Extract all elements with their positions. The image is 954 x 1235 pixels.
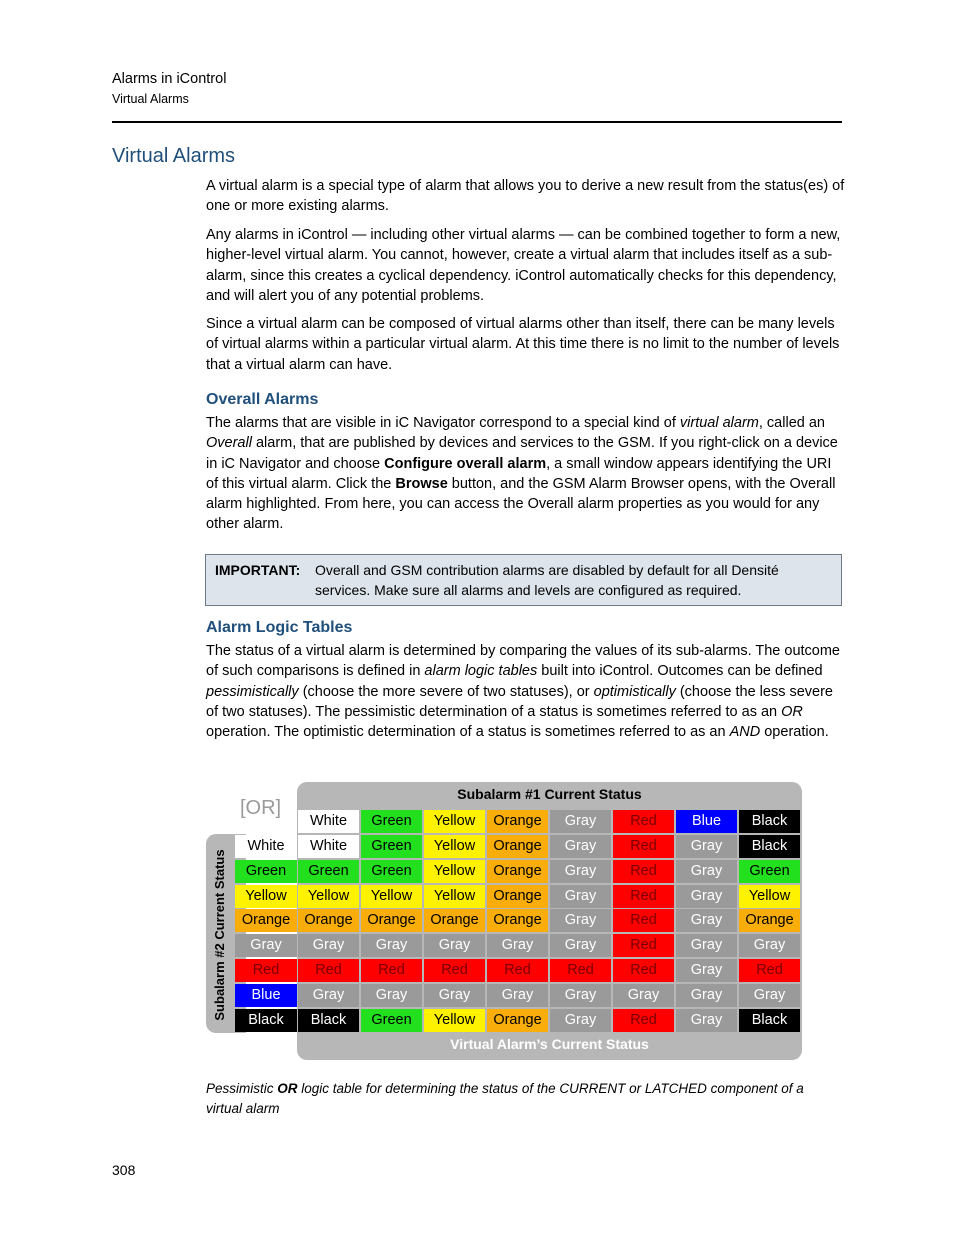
table-cell: Red — [424, 959, 485, 982]
table-cell: Orange — [487, 909, 548, 932]
table-cell: Yellow — [424, 885, 485, 908]
column-header-green: Green — [361, 810, 422, 833]
table-cell: Gray — [676, 959, 737, 982]
table-cell: Gray — [676, 934, 737, 957]
table-cell: Gray — [613, 984, 674, 1007]
header-rule — [112, 121, 842, 123]
table-cell: Red — [613, 885, 674, 908]
table-cell: Green — [361, 1009, 422, 1032]
table-cell: Gray — [550, 934, 611, 957]
table-top-title: Subalarm #1 Current Status — [457, 786, 642, 802]
table-cell: Gray — [487, 984, 548, 1007]
table-cell: Green — [298, 860, 359, 883]
table-cell: Red — [613, 860, 674, 883]
table-cell: Gray — [550, 835, 611, 858]
page-number: 308 — [112, 1162, 136, 1178]
table-cell: Orange — [361, 909, 422, 932]
running-header-chapter: Alarms in iControl — [112, 71, 227, 87]
row-header-black: Black — [235, 1009, 297, 1032]
page-title: Virtual Alarms — [112, 145, 236, 167]
table-cell: Red — [487, 959, 548, 982]
row-header-green: Green — [235, 860, 297, 883]
table-cell: Red — [361, 959, 422, 982]
table-cell: Black — [739, 1009, 800, 1032]
row-header-blue: Blue — [235, 984, 297, 1007]
table-cell: Gray — [424, 934, 485, 957]
column-header-white: White — [298, 810, 359, 833]
column-header-yellow: Yellow — [424, 810, 485, 833]
table-cell: White — [298, 835, 359, 858]
column-header-blue: Blue — [676, 810, 737, 833]
intro-paragraph-1: A virtual alarm is a special type of alarm that allows you to derive a new result from the status(es) of one or more existing alarms. — [206, 178, 845, 215]
alarm-logic-paragraph: The status of a virtual alarm is determined by comparing the values of its sub-alarms. The outcome of such comparisons is defined in alarm logic tables built into iControl. Outcomes can be defined pessimistically (choose the more severe of two statuses), or optimistically (choose the less severe of two statuses). The pessimistic determination of a status is sometimes referred to as an OR operation. The optimistic determination of a status is sometimes referred to as an AND operation. — [206, 643, 840, 741]
table-cell: Red — [613, 909, 674, 932]
note-label: IMPORTANT: — [215, 562, 301, 578]
table-cell: Gray — [676, 1009, 737, 1032]
table-cell: Gray — [487, 934, 548, 957]
table-cell: Orange — [487, 1009, 548, 1032]
table-bottom-title: Virtual Alarm’s Current Status — [450, 1036, 649, 1052]
table-cell: Gray — [739, 984, 800, 1007]
table-cell: Orange — [424, 909, 485, 932]
table-cell: Red — [613, 934, 674, 957]
intro-paragraph-2: Any alarms in iControl — including other virtual alarms — can be combined together to form a new, higher-level virtual alarm. You cannot, however, create a virtual alarm that includes itself as a sub-alarm, since this creates a cyclical dependency. iControl automatically checks for this dependency, and will alert you of any potential problems. — [206, 227, 841, 304]
operator-label: [OR] — [240, 797, 282, 819]
row-header-yellow: Yellow — [235, 885, 297, 908]
column-header-red: Red — [613, 810, 674, 833]
table-cell: Gray — [550, 1009, 611, 1032]
table-cell: Gray — [676, 835, 737, 858]
table-cell: Gray — [424, 984, 485, 1007]
row-header-gray: Gray — [235, 934, 297, 957]
table-cell: Gray — [676, 885, 737, 908]
note-text: Overall and GSM contribution alarms are disabled by default for all Densité services. Make sure all alarms and levels are configured as required. — [315, 562, 779, 598]
table-cell: Orange — [487, 835, 548, 858]
table-cell: Gray — [298, 984, 359, 1007]
table-cell: Red — [613, 835, 674, 858]
table-cell: Yellow — [361, 885, 422, 908]
table-cell: Black — [298, 1009, 359, 1032]
table-cell: Red — [613, 959, 674, 982]
table-cell: Orange — [487, 860, 548, 883]
table-cell: Gray — [550, 984, 611, 1007]
table-cell: Yellow — [424, 835, 485, 858]
table-cell: Orange — [487, 885, 548, 908]
row-header-red: Red — [235, 959, 297, 982]
table-cell: Red — [739, 959, 800, 982]
table-cell: Gray — [361, 984, 422, 1007]
table-cell: Gray — [676, 860, 737, 883]
table-cell: Gray — [361, 934, 422, 957]
table-cell: Red — [613, 1009, 674, 1032]
table-cell: Yellow — [424, 860, 485, 883]
table-cell: Black — [739, 835, 800, 858]
running-header-section: Virtual Alarms — [112, 92, 189, 106]
table-side-title: Subalarm #2 Current Status — [212, 849, 227, 1021]
important-note — [205, 554, 842, 606]
column-header-orange: Orange — [487, 810, 548, 833]
intro-paragraph-3: Since a virtual alarm can be composed of virtual alarms other than itself, there can be many levels of virtual alarms within a particular virtual alarm. At this time there is no limit to the number of levels that a virtual alarm can have. — [206, 316, 840, 373]
table-cell: Yellow — [424, 1009, 485, 1032]
column-header-black: Black — [739, 810, 800, 833]
table-cell: Yellow — [739, 885, 800, 908]
overall-alarms-paragraph: The alarms that are visible in iC Navigator correspond to a special kind of virtual alarm, called an Overall alarm, that are published by devices and services to the GSM. If you right-click on a device in iC Navigator and choose Configure overall alarm, a small window appears identifying the URI of this virtual alarm. Click the Browse button, and the GSM Alarm Browser opens, with the Overall alarm highlighted. From here, you can access the Overall alarm properties as you would for any other alarm. — [206, 415, 838, 533]
table-cell: Green — [361, 860, 422, 883]
row-header-white: White — [235, 835, 297, 858]
table-cell: Green — [739, 860, 800, 883]
table-cell: Yellow — [298, 885, 359, 908]
table-cell: Red — [550, 959, 611, 982]
table-cell: Gray — [739, 934, 800, 957]
table-cell: Gray — [550, 909, 611, 932]
table-cell: Green — [361, 835, 422, 858]
table-cell: Red — [298, 959, 359, 982]
table-cell: Gray — [298, 934, 359, 957]
alarm-logic-tables-heading: Alarm Logic Tables — [206, 619, 353, 636]
overall-alarms-heading: Overall Alarms — [206, 391, 319, 408]
table-cell: Gray — [676, 909, 737, 932]
table-cell: Orange — [298, 909, 359, 932]
figure-caption: Pessimistic OR logic table for determining the status of the CURRENT or LATCHED component of a virtual alarm — [206, 1081, 804, 1116]
table-cell: Gray — [676, 984, 737, 1007]
table-cell: Orange — [739, 909, 800, 932]
row-header-orange: Orange — [235, 909, 297, 932]
column-header-gray: Gray — [550, 810, 611, 833]
table-cell: Gray — [550, 860, 611, 883]
table-cell: Gray — [550, 885, 611, 908]
